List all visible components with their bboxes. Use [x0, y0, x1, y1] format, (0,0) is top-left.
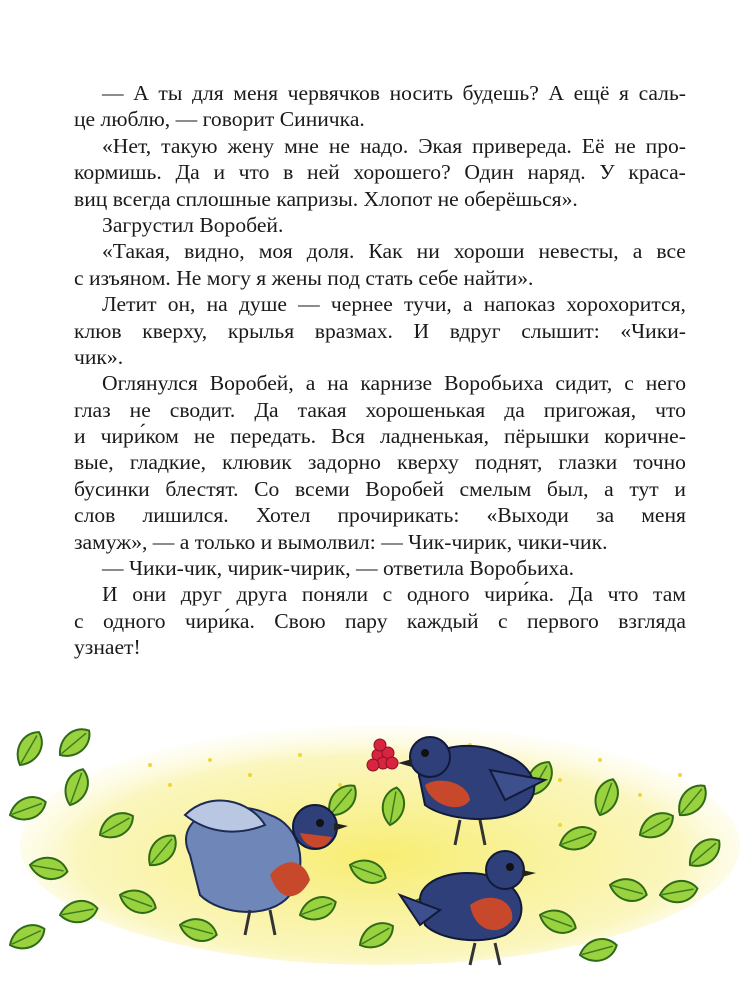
story-line: виц всегда сплошные капризы. Хлопот не оберёшься».: [74, 186, 578, 211]
story-line: Оглянулся Воробей, а на карнизе Воробьиха сидит, с него: [102, 371, 686, 396]
story-line: вые, гладкие, клювик задорно кверху поднят, глазки точно: [74, 450, 686, 475]
story-line: клюв кверху, крылья вразмах. И вдруг слышит: «Чики-: [74, 318, 686, 343]
story-line: чик».: [74, 344, 124, 369]
story-line: — А ты для меня червячков носить будешь? А ещё я саль-: [102, 81, 686, 105]
story-line: «Такая, видно, моя доля. Как ни хороши невесты, а все: [102, 239, 686, 264]
story-line: бусинки блестят. Со всеми Воробей смелым был, а тут и: [74, 476, 686, 501]
story-line: кормишь. Да и что в ней хорошего? Один наряд. У краса-: [74, 160, 686, 185]
story-line: замуж», — а только и вымолвил: — Чик-чирик, чики-чик.: [74, 529, 608, 554]
story-line: «Нет, такую жену мне не надо. Экая привереда. Её не про-: [102, 133, 686, 158]
sparrows-illustration-icon: [0, 705, 747, 1001]
story-line: глаз не сводит. Да такая хорошенькая да пригожая, что: [74, 397, 686, 422]
story-line: с изъяном. Не могу я жены под стать себе найти».: [74, 265, 534, 290]
story-line: слов лишился. Хотел прочирикать: «Выходи за меня: [74, 503, 686, 528]
story-line: И они друг друга поняли с одного чири́ка. Да что там: [102, 582, 686, 607]
story-line: — Чики-чик, чирик-чирик, — ответила Воробьиха.: [102, 556, 575, 581]
story-line: и чири́ком не передать. Вся ладненькая, пёрышки коричне-: [74, 424, 686, 449]
story-line: Летит он, на душе — чернее тучи, а напоказ хорохорится,: [102, 292, 686, 317]
story-line: це люблю, — говорит Синичка.: [74, 107, 365, 132]
story-line: узнает!: [74, 635, 141, 660]
story-text: [74, 80, 686, 661]
story-line: с одного чири́ка. Свою пару каждый с первого взгляда: [74, 608, 686, 633]
story-line: Загрустил Воробей.: [102, 212, 284, 237]
